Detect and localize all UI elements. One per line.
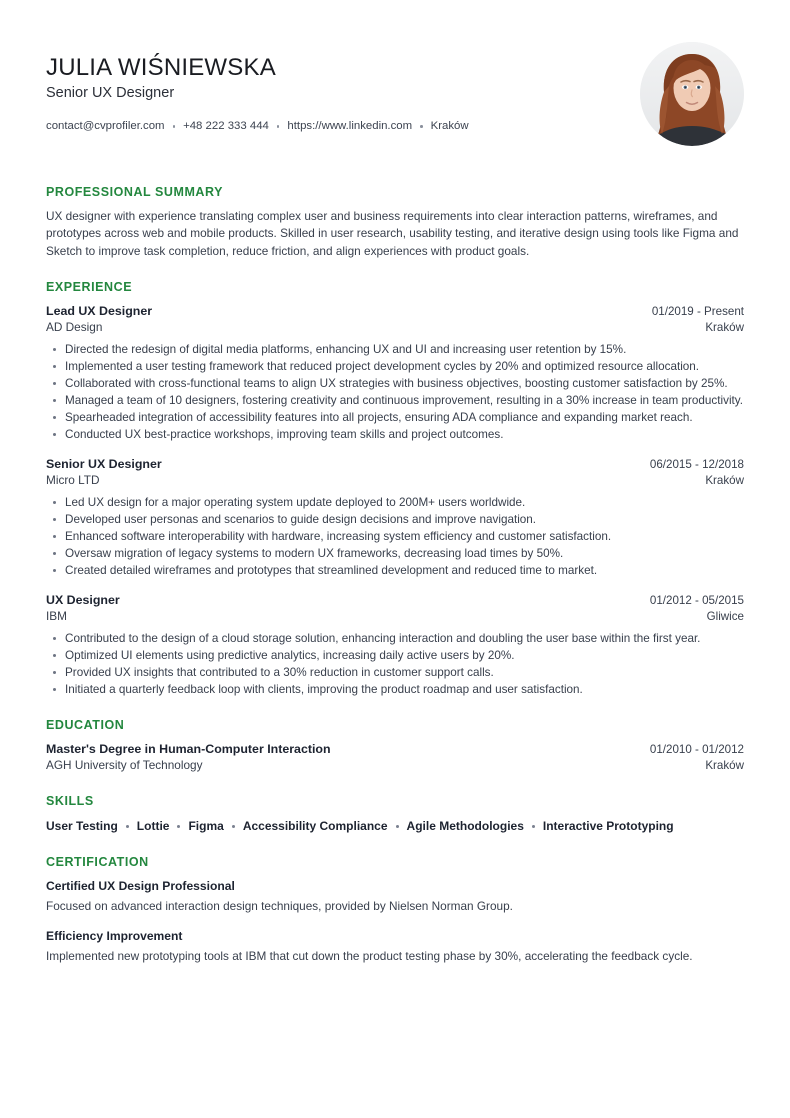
certification-entry <box>46 928 744 965</box>
section-skills <box>46 794 744 835</box>
experience-entry <box>46 456 744 579</box>
experience-entry <box>46 303 744 443</box>
education-school: AGH University of Technology <box>46 758 203 773</box>
certification-name: Efficiency Improvement <box>46 929 183 944</box>
education-degree: Master's Degree in Human-Computer Interaction <box>46 741 331 756</box>
skill-item: Accessibility Compliance <box>242 819 388 834</box>
experience-location: Kraków <box>705 474 744 488</box>
contact-separator-dot <box>173 125 176 128</box>
candidate-name: JULIA WIŚNIEWSKA <box>46 54 276 81</box>
skill-item: Agile Methodologies <box>406 819 524 834</box>
summary-text: UX designer with experience translating complex user and business requirements into clear interaction patterns, wireframes, and prototypes across web and mobile products. Skilled in user research, usability testing, and iterative design using tools like Figma and Sketch to improve task completion, reduce friction, and align experiences with product goals. <box>46 209 739 258</box>
experience-bullet: Contributed to the design of a cloud storage solution, enhancing interaction and doubling the user base within the first year. <box>46 630 744 647</box>
experience-bullet: Managed a team of 10 designers, fostering creativity and continuous improvement, resulting in a 30% increase in team productivity. <box>46 392 744 409</box>
section-experience <box>46 280 744 698</box>
entry-org-row <box>46 609 744 625</box>
section-title-certification: CERTIFICATION <box>46 855 149 870</box>
experience-company: AD Design <box>46 320 103 335</box>
experience-location: Gliwice <box>706 610 744 624</box>
experience-role: UX Designer <box>46 593 120 607</box>
contact-item[interactable]: contact@cvprofiler.com <box>46 120 165 133</box>
experience-bullet: Directed the redesign of digital media platforms, enhancing UX and UI and increasing user retention by 15%. <box>46 341 744 358</box>
section-certification <box>46 855 744 964</box>
contact-separator-dot <box>420 125 423 128</box>
entry-title-row <box>46 592 744 609</box>
resume-header <box>46 0 744 165</box>
education-entry <box>46 741 744 775</box>
section-professional-summary <box>46 185 744 260</box>
experience-entry <box>46 592 744 698</box>
education-dates: 01/2010 - 01/2012 <box>649 742 744 756</box>
entry-title-row <box>46 456 744 473</box>
certification-description: Implemented new prototyping tools at IBM that cut down the product testing phase by 30%, accelerating the feedback cycle. <box>46 948 693 963</box>
contact-separator-dot <box>277 125 280 128</box>
section-title-experience: EXPERIENCE <box>46 279 133 294</box>
experience-bullet: Led UX design for a major operating system update deployed to 200M+ users worldwide. <box>46 494 744 511</box>
contact-item[interactable]: +48 222 333 444 <box>183 120 269 133</box>
skill-item: Lottie <box>136 819 170 834</box>
experience-dates: 06/2015 - 12/2018 <box>649 458 744 472</box>
experience-bullet: Initiated a quarterly feedback loop with clients, improving the product roadmap and user satisfaction. <box>46 681 744 698</box>
experience-bullet: Collaborated with cross-functional teams to align UX strategies with business objectives, boosting customer satisfaction by 25%. <box>46 375 744 392</box>
contact-item[interactable]: Kraków <box>430 120 469 133</box>
contact-item[interactable]: https://www.linkedin.com <box>287 120 413 133</box>
entry-org-row <box>46 473 744 489</box>
skill-separator-dot <box>532 825 535 828</box>
experience-role: Lead UX Designer <box>46 303 153 318</box>
certification-entry <box>46 878 744 915</box>
education-list <box>46 741 744 775</box>
skill-item: User Testing <box>46 819 118 834</box>
experience-bullet: Conducted UX best-practice workshops, improving team skills and project outcomes. <box>46 426 744 443</box>
section-title-education: EDUCATION <box>46 717 125 732</box>
contact-line <box>46 119 744 134</box>
certification-description: Focused on advanced interaction design techniques, provided by Nielsen Norman Group. <box>46 899 513 913</box>
education-location: Kraków <box>705 759 744 773</box>
skill-separator-dot <box>232 825 235 828</box>
experience-bullet: Enhanced software interoperability with hardware, increasing system efficiency and customer satisfaction. <box>46 528 744 545</box>
experience-bullet: Optimized UI elements using predictive analytics, increasing daily active users by 20%. <box>46 647 744 664</box>
experience-bullet: Oversaw migration of legacy systems to modern UX frameworks, decreasing load times by 50%. <box>46 545 744 562</box>
experience-list <box>46 303 744 698</box>
experience-bullet: Created detailed wireframes and prototypes that streamlined development and reduced time to market. <box>46 562 744 579</box>
experience-bullet: Spearheaded integration of accessibility features into all projects, ensuring ADA compliance and expanding market reach. <box>46 409 744 426</box>
experience-bullet: Developed user personas and scenarios to guide design decisions and improve navigation. <box>46 511 744 528</box>
skill-separator-dot <box>396 825 399 828</box>
certification-name: Certified UX Design Professional <box>46 879 235 894</box>
certification-list <box>46 878 744 964</box>
entry-title-row <box>46 741 744 758</box>
experience-bullet-list <box>46 630 744 698</box>
skills-list <box>46 817 744 835</box>
skill-separator-dot <box>126 825 129 828</box>
candidate-job-title: Senior UX Designer <box>46 84 175 101</box>
avatar <box>640 42 744 146</box>
entry-title-row <box>46 303 744 320</box>
entry-org-row <box>46 320 744 336</box>
entry-org-row <box>46 758 744 774</box>
experience-location: Kraków <box>705 321 744 335</box>
experience-dates: 01/2019 - Present <box>651 304 744 318</box>
section-education <box>46 718 744 775</box>
experience-bullet: Implemented a user testing framework that reduced project development cycles by 20% and optimized resource allocation. <box>46 358 744 375</box>
experience-company: Micro LTD <box>46 473 100 488</box>
experience-dates: 01/2012 - 05/2015 <box>649 594 744 607</box>
section-title-skills: SKILLS <box>46 794 94 809</box>
experience-bullet: Provided UX insights that contributed to a 30% reduction in customer support calls. <box>46 664 744 681</box>
experience-role: Senior UX Designer <box>46 457 162 472</box>
skill-item: Figma <box>188 819 224 834</box>
skill-item: Interactive Prototyping <box>542 819 674 834</box>
profile-photo-image <box>640 42 744 146</box>
section-title-summary: PROFESSIONAL SUMMARY <box>46 185 223 199</box>
experience-bullet-list <box>46 494 744 579</box>
experience-bullet-list <box>46 341 744 443</box>
skill-separator-dot <box>177 825 180 828</box>
experience-company: IBM <box>46 609 67 624</box>
